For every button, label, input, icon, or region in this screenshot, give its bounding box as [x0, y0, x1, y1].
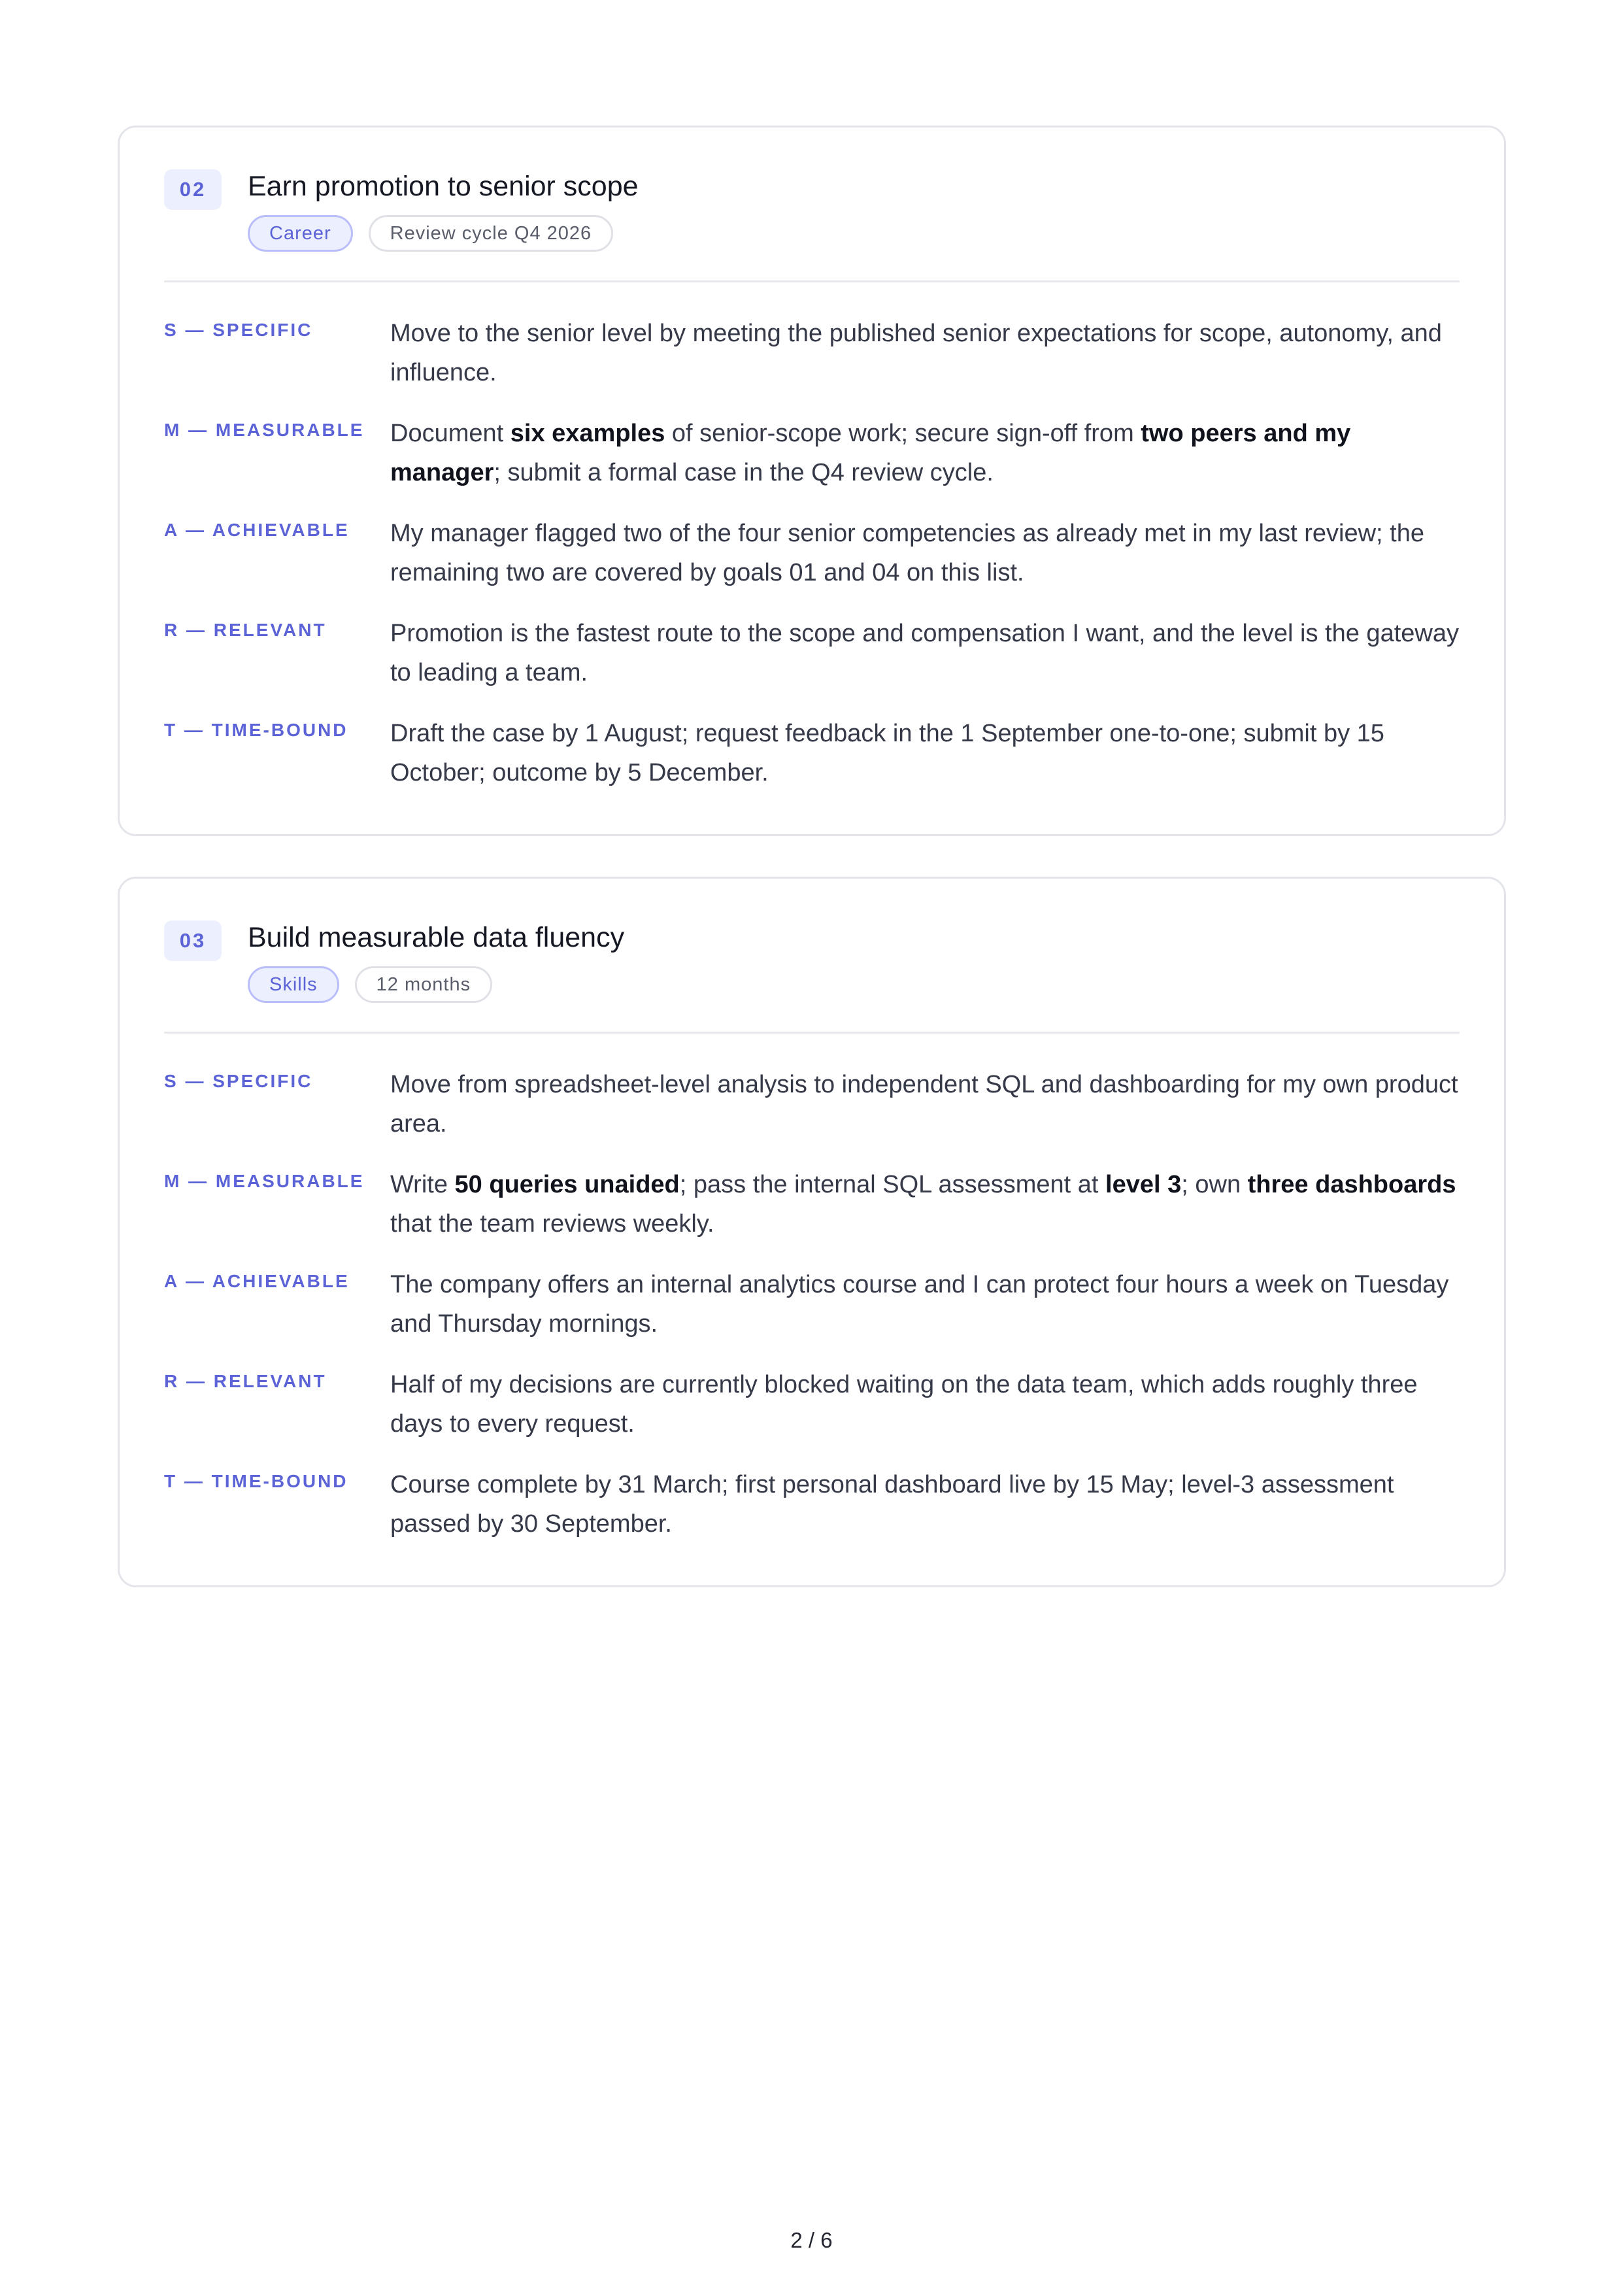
goal-heading: [248, 168, 639, 252]
tag-row: [248, 966, 624, 1003]
smart-row-relevant: [164, 1365, 1460, 1443]
body-text: Move to the senior level by meeting the published senior expectations for scope, autonomy, and influence.: [390, 320, 1442, 386]
goal-number-badge: 02: [164, 169, 222, 210]
smart-label: R — RELEVANT: [164, 1371, 327, 1391]
body-text: Course complete by 31 March; first personal dashboard live by 15 May; level-3 assessment passed by 30 September.: [390, 1471, 1394, 1538]
emphasis-text: three dashboards: [1247, 1171, 1456, 1198]
smart-text: [390, 1265, 1460, 1343]
body-text: ; pass the internal SQL assessment at: [679, 1171, 1106, 1198]
smart-label: M — MEASURABLE: [164, 420, 365, 440]
page-number: 2 / 6: [790, 2228, 833, 2252]
smart-row-achievable: [164, 1265, 1460, 1343]
smart-label: S — SPECIFIC: [164, 1071, 313, 1091]
category-tag: Career: [248, 215, 353, 252]
body-text: Document: [390, 420, 510, 447]
body-text: ; submit a formal case in the Q4 review cycle.: [494, 459, 994, 486]
body-text: ; own: [1181, 1171, 1248, 1198]
smart-text: [390, 714, 1460, 792]
body-text: Draft the case by 1 August; request feedback in the 1 September one-to-one; submit by 15 October; outcome by 5 December.: [390, 720, 1384, 786]
category-tag: Skills: [248, 966, 339, 1003]
goal-card: [118, 877, 1506, 1587]
body-text: Promotion is the fastest route to the scope and compensation I want, and the level is the gateway to leading a team.: [390, 620, 1459, 686]
smart-label: T — TIME-BOUND: [164, 720, 348, 740]
emphasis-text: level 3: [1105, 1171, 1182, 1198]
body-text: Half of my decisions are currently blocked waiting on the data team, which adds roughly three days to every request.: [390, 1371, 1418, 1438]
emphasis-text: six examples: [510, 420, 665, 447]
smart-text: [390, 1365, 1460, 1443]
body-text: The company offers an internal analytics course and I can protect four hours a week on Tuesday and Thursday mornings.: [390, 1271, 1449, 1338]
tag-row: [248, 215, 639, 252]
smart-row-specific: [164, 314, 1460, 392]
goal-title: Build measurable data fluency: [248, 922, 625, 953]
emphasis-text: two peers and my manager: [390, 420, 1351, 486]
smart-label: T — TIME-BOUND: [164, 1471, 348, 1491]
smart-criteria-list: [164, 1065, 1460, 1544]
smart-row-measurable: [164, 414, 1460, 492]
smart-text: [390, 414, 1460, 492]
goal-header: [164, 168, 1460, 282]
body-text: Move from spreadsheet-level analysis to independent SQL and dashboarding for my own product area.: [390, 1071, 1458, 1138]
emphasis-text: 50 queries unaided: [454, 1171, 680, 1198]
smart-row-time-bound: [164, 714, 1460, 792]
smart-row-time-bound: [164, 1465, 1460, 1544]
smart-criteria-list: [164, 314, 1460, 792]
goal-header: [164, 919, 1460, 1034]
goal-title: Earn promotion to senior scope: [248, 171, 639, 202]
smart-label: M — MEASURABLE: [164, 1171, 365, 1191]
timeframe-tag: 12 months: [355, 966, 492, 1003]
goal-card: [118, 126, 1506, 836]
smart-row-achievable: [164, 514, 1460, 592]
smart-text: [390, 1465, 1460, 1544]
goal-number-badge: 03: [164, 920, 222, 961]
smart-text: [390, 514, 1460, 592]
smart-text: [390, 1065, 1460, 1143]
goal-list: [118, 126, 1506, 1628]
body-text: that the team reviews weekly.: [390, 1210, 714, 1238]
goal-heading: [248, 919, 624, 1003]
smart-text: [390, 1165, 1460, 1243]
smart-text: [390, 614, 1460, 692]
smart-row-relevant: [164, 614, 1460, 692]
smart-label: A — ACHIEVABLE: [164, 1271, 350, 1291]
smart-label: S — SPECIFIC: [164, 320, 313, 340]
body-text: of senior-scope work; secure sign-off from: [665, 420, 1141, 447]
smart-label: R — RELEVANT: [164, 620, 327, 640]
smart-row-measurable: [164, 1165, 1460, 1243]
smart-label: A — ACHIEVABLE: [164, 520, 350, 540]
smart-text: [390, 314, 1460, 392]
body-text: Write: [390, 1171, 455, 1198]
smart-row-specific: [164, 1065, 1460, 1143]
timeframe-tag: Review cycle Q4 2026: [369, 215, 614, 252]
body-text: My manager flagged two of the four senior competencies as already met in my last review; the remaining two are covered by goals 01 and 04 on this list.: [390, 520, 1424, 586]
